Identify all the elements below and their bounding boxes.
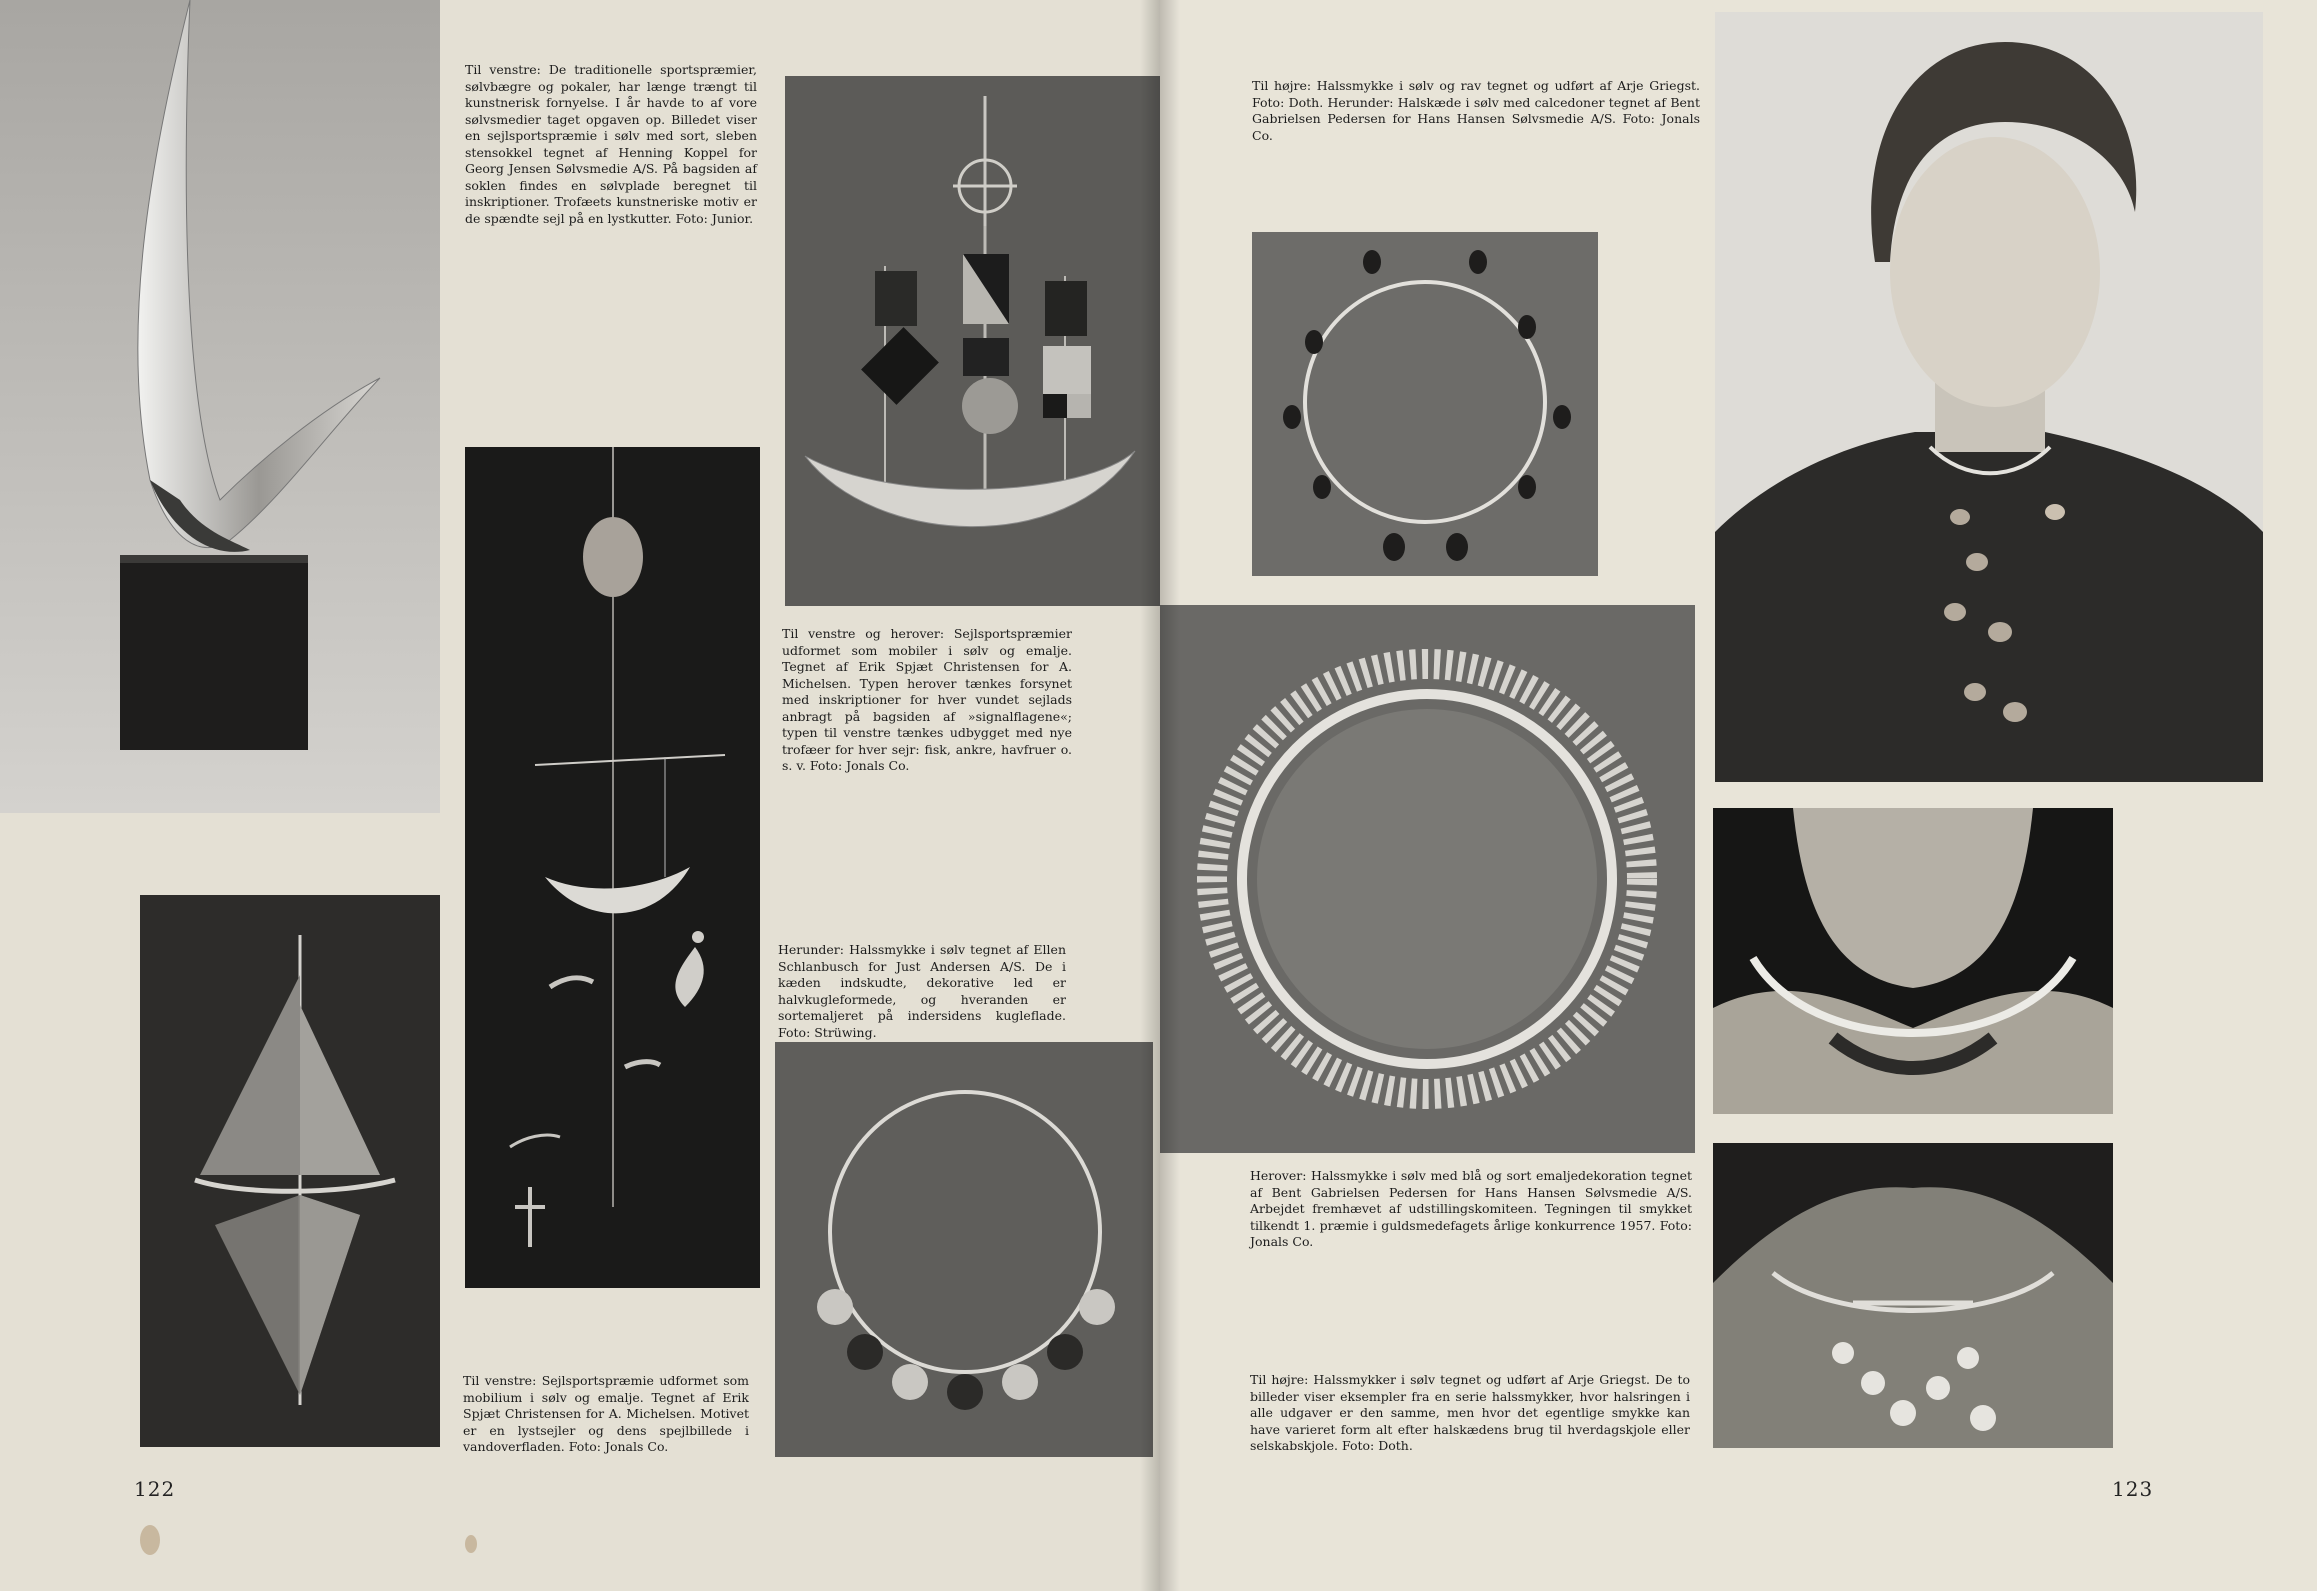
paper-stain	[140, 1525, 160, 1555]
photo-sail-mobile	[140, 895, 440, 1447]
caption-neckrings: Til højre: Halssmykker i sølv tegnet og udført af Arje Griegst. De to billeder viser eksempler fra en serie halssmykker, hvor halsringen i alle udgaver er den samme, men hvor det egentlige smykke kan have varieret form alt efter halskædens brug til hverdagskjole eller selskabskjole. Foto: Doth.	[1250, 1372, 1690, 1453]
caption-collar: Herover: Halssmykke i sølv med blå og sort emaljedekoration tegnet af Bent Gabrielsen Pedersen for Hans Hansen Sølvsmedie A/S. Arbejdet fremhævet af udstillingskomiteen. Tegningen til smykket tilkendt 1. præmie i guldsmedefagets årlige konkurrence 1957. Foto: Jonals Co.	[1250, 1168, 1692, 1249]
page-number-left: 122	[134, 1477, 176, 1501]
caption-trophy: Til venstre: De traditionelle sportspræmier, sølvbægre og pokaler, har længe trængt til kunstnerisk fornyelse. I år havde to af vore sølvsmedier taget opgaven op. Billedet viser en sejlsportspræmie i sølv med sort, sleben stensokkel tegnet af Henning Koppel for Georg Jensen Sølvsmedie A/S. På bagsiden af soklen findes en sølvplade beregnet til inskriptioner. Trofæets kunstneriske motiv er de spændte sejl på en lystkutter. Foto: Junior.	[465, 62, 757, 226]
photo-plain-neckring	[1713, 808, 2113, 1114]
caption-necklace-schlanbusch: Herunder: Halssmykke i sølv tegnet af Ellen Schlanbusch for Just Andersen A/S. De i kæden indskudte, dekorative led er halvkugleformede, og hveranden er sortemaljeret på indersidens kugleflade. Foto: Strüwing.	[778, 942, 1066, 1040]
photo-calcedony-necklace	[1252, 232, 1598, 576]
photo-ship-mobile	[785, 76, 1160, 606]
paper-stain	[465, 1535, 477, 1553]
photo-disc-necklace	[775, 1042, 1153, 1457]
photo-ball-neckring	[1713, 1143, 2113, 1448]
photo-woman-amber-necklace	[1715, 12, 2263, 782]
photo-mermaid-mobile	[465, 447, 760, 1288]
photo-sailing-trophy-sculpture	[0, 0, 440, 813]
right-page	[1160, 0, 2317, 1591]
book-gutter	[1140, 0, 1180, 1591]
caption-sail-mobile: Til venstre: Sejlsportspræmie udformet som mobilium i sølv og emalje. Tegnet af Erik Spjæt Christensen for A. Michelsen. Motivet er en lystsejler og dens spejlbillede i vandoverfladen. Foto: Jonals Co.	[463, 1373, 749, 1454]
caption-top-right: Til højre: Halssmykke i sølv og rav tegnet og udført af Arje Griegst. Foto: Doth. Herunder: Halskæde i sølv med calcedoner tegnet af Bent Gabrielsen Pedersen for Hans Hansen Sølvsmedie A/S. Foto: Jonals Co.	[1252, 78, 1700, 143]
photo-segmented-collar	[1160, 605, 1695, 1153]
caption-mobile-ship: Til venstre og herover: Sejlsportspræmier udformet som mobiler i sølv og emalje. Tegnet af Erik Spjæt Christensen for A. Michelsen. Typen herover tænkes forsynet med inskriptioner for hver vundet sejlads anbragt på bagsiden af »signalflagene«; typen til venstre tænkes udbygget med nye trofæer for hver sejr: fisk, ankre, havfruer o. s. v. Foto: Jonals Co.	[782, 626, 1072, 773]
page-number-right: 123	[2112, 1477, 2154, 1501]
